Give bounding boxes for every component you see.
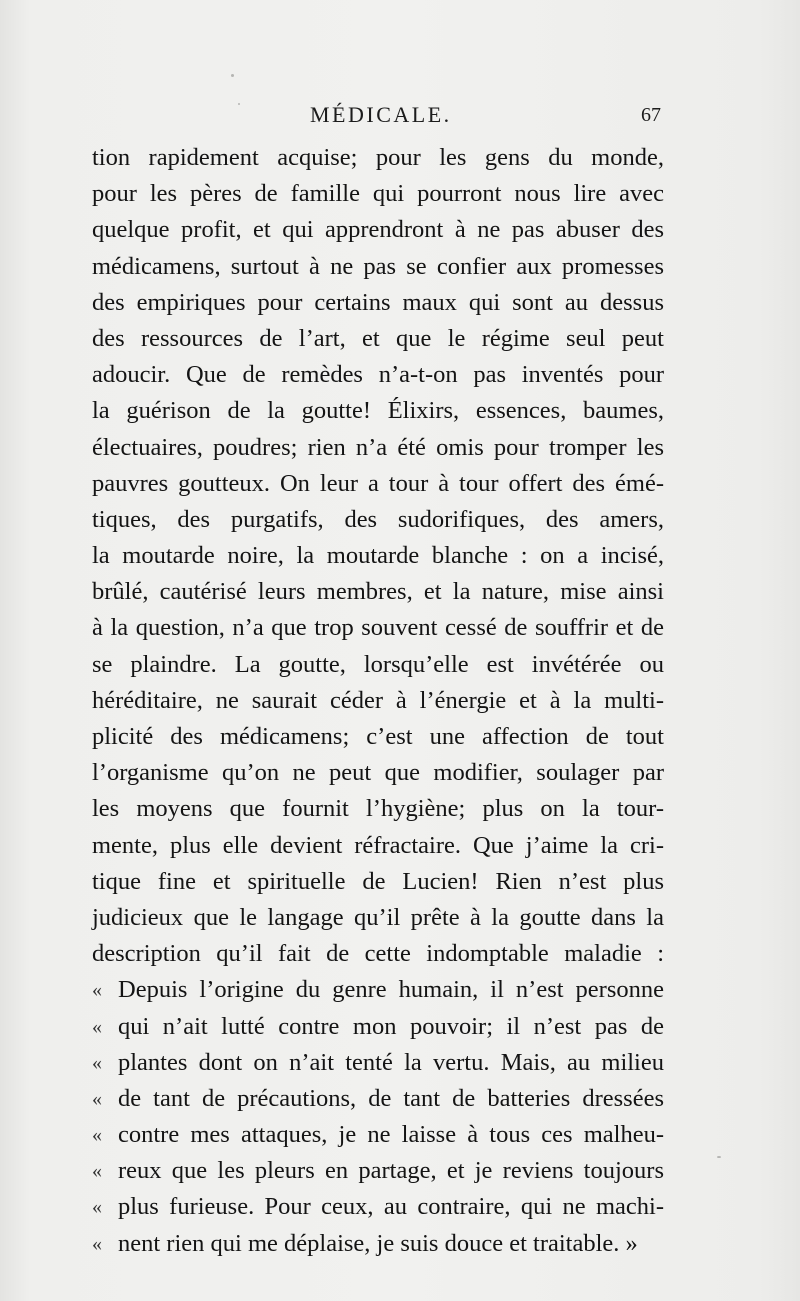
text-line: quelque profit, et qui apprendront à ne pas abuser des [92,216,664,244]
text-line: tiques, des purgatifs, des sudorifiques, des amers, [92,505,664,533]
quote-text: nent rien qui me déplaise, je suis douce et traitable. » [118,1229,638,1257]
text-line: adoucir. Que de remèdes n’a-t-on pas inventés pour [92,361,664,389]
text-line: héréditaire, ne saurait céder à l’énergie et à la multi- [92,686,664,714]
text-line: la moutarde noire, la moutarde blanche : on a incisé, [92,542,664,570]
text-line: l’organisme qu’on ne peut que modifier, soulager par [92,759,664,787]
quote-mark: « [92,1051,102,1074]
text-line: plicité des médicamens; c’est une affection de tout [92,723,664,750]
quote-line [92,1009,664,1045]
text-line: des ressources de l’art, et que le régime seul peut [92,324,664,352]
text-line: pour les pères de famille qui pourront nous lire avec [92,180,664,208]
quote-text: plantes dont on n’ait tenté la vertu. Mais, au milieu [118,1048,664,1076]
text-line: tique fine et spirituelle de Lucien! Rien n’est plus [92,867,664,895]
text-line: pauvres goutteux. On leur a tour à tour offert des émé- [92,469,664,497]
quote-text: contre mes attaques, je ne laisse à tous ces malheu- [118,1121,664,1149]
quote-text: qui n’ait lutté contre mon pouvoir; il n’est pas de [118,1012,664,1040]
quote-mark: « [92,1015,102,1038]
text-line: tion rapidement acquise; pour les gens du monde, [92,144,664,171]
text-line: se plaindre. La goutte, lorsqu’elle est invétérée ou [92,650,664,678]
quote-line [92,1189,664,1225]
quote-line [92,1226,664,1262]
quote-line [92,1081,664,1117]
text-line: les moyens que fournit l’hygiène; plus on la tour- [92,795,664,823]
page-number: 67 [641,104,661,126]
text-line: judicieux que le langage qu’il prête à la goutte dans la [92,903,664,931]
quote-mark: « [92,1232,102,1255]
quote-mark: « [92,1160,102,1183]
text-line: électuaires, poudres; rien n’a été omis pour tromper les [92,433,664,461]
body-text [92,140,664,1262]
paper-speck [231,74,234,77]
paper-speck [717,1156,721,1158]
quote-mark: « [92,1124,102,1147]
quote-text: reux que les pleurs en partage, et je reviens toujours [118,1157,664,1185]
quote-line [92,1153,664,1189]
page-header [0,100,800,134]
text-line: médicamens, surtout à ne pas se confier aux promesses [92,252,664,280]
text-line: à la question, n’a que trop souvent cessé de souffrir et de [92,614,664,642]
quote-text: Depuis l’origine du genre humain, il n’est personne [118,976,664,1004]
text-line: la guérison de la goutte! Élixirs, essences, baumes, [92,397,664,425]
quote-text: plus furieuse. Pour ceux, au contraire, qui ne machi- [118,1193,664,1221]
text-line: mente, plus elle devient réfractaire. Que j’aime la cri- [92,831,664,859]
text-line: des empiriques pour certains maux qui sont au dessus [92,288,664,316]
quote-line [92,1045,664,1081]
text-line: brûlé, cautérisé leurs membres, et la nature, mise ainsi [92,578,664,606]
running-title: MÉDICALE. [310,102,452,127]
quote-text: de tant de précautions, de tant de batteries dressées [118,1084,664,1112]
quote-line [92,1117,664,1153]
quote-line [92,972,664,1008]
quote-mark: « [92,979,102,1002]
text-line: description qu’il fait de cette indomptable maladie : [92,940,664,968]
quote-mark: « [92,1087,102,1110]
quote-mark: « [92,1196,102,1219]
